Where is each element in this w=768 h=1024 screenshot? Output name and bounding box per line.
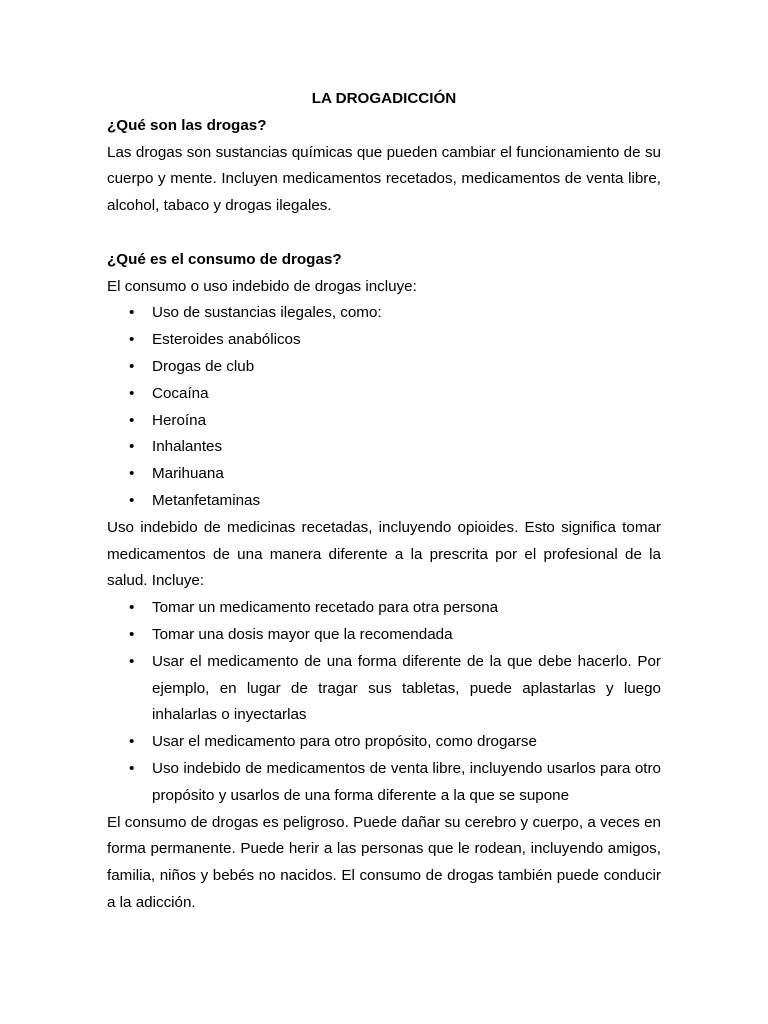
list-item-text: Usar el medicamento para otro propósito, como drogarse [152, 733, 537, 751]
section-heading-drug-use: ¿Qué es el consumo de drogas? [107, 250, 342, 268]
bullet-icon: • [129, 652, 135, 670]
list-item-text: Uso de sustancias ilegales, como: [152, 304, 382, 322]
blank-line [107, 220, 661, 247]
bullet-icon: • [129, 357, 135, 375]
bullet-icon: • [129, 599, 135, 617]
list-item-text: Usar el medicamento de una forma diferente de la que debe hacerlo. Por ejemplo, en lugar de tragar sus tabletas, puede aplastarlas y luego inhalarlas o inyectarlas [152, 652, 661, 724]
bullet-icon: • [129, 438, 135, 456]
list-item [107, 622, 661, 649]
document-page [107, 86, 661, 917]
list-item [107, 729, 661, 756]
illegal-substances-list [107, 300, 661, 514]
list-item-text: Tomar un medicamento recetado para otra persona [152, 599, 499, 617]
list-item-text: Heroína [152, 411, 207, 429]
list-item-text: Marihuana [152, 465, 224, 483]
list-item [107, 354, 661, 381]
list-item [107, 300, 661, 327]
list-item [107, 595, 661, 622]
bullet-icon: • [129, 625, 135, 643]
bullet-icon: • [129, 411, 135, 429]
bullet-icon: • [129, 465, 135, 483]
bullet-icon: • [129, 491, 135, 509]
bullet-icon: • [129, 733, 135, 751]
paragraph-prescription-misuse: Uso indebido de medicinas recetadas, incluyendo opioides. Esto significa tomar medicamentos de una manera diferente a la prescrita por el profesional de la salud. Incluye: [107, 518, 661, 590]
list-item-text: Inhalantes [152, 438, 223, 456]
list-item [107, 649, 661, 729]
list-item-text: Metanfetaminas [152, 491, 261, 509]
list-item [107, 488, 661, 515]
bullet-icon: • [129, 304, 135, 322]
section-heading-what-are-drugs: ¿Qué son las drogas? [107, 116, 267, 134]
list-item-text: Cocaína [152, 384, 209, 402]
bullet-icon: • [129, 384, 135, 402]
paragraph-drugs-definition: Las drogas son sustancias químicas que pueden cambiar el funcionamiento de su cuerpo y mente. Incluyen medicamentos recetados, medicamentos de venta libre, alcohol, tabaco y drogas ilegales. [107, 143, 661, 215]
paragraph-drug-use-intro: El consumo o uso indebido de drogas incluye: [107, 277, 417, 295]
bullet-icon: • [129, 331, 135, 349]
list-item-text: Drogas de club [152, 357, 255, 375]
list-item-text: Esteroides anabólicos [152, 331, 301, 349]
list-item [107, 756, 661, 810]
list-item [107, 327, 661, 354]
document-title: LA DROGADICCIÓN [311, 90, 457, 107]
list-item [107, 408, 661, 435]
list-item [107, 461, 661, 488]
list-item-text: Uso indebido de medicamentos de venta libre, incluyendo usarlos para otro propósito y usarlos de una forma diferente a la que se supone [152, 759, 661, 804]
bullet-icon: • [129, 759, 135, 777]
list-item-text: Tomar una dosis mayor que la recomendada [152, 625, 453, 643]
paragraph-drug-use-dangers: El consumo de drogas es peligroso. Puede dañar su cerebro y cuerpo, a veces en forma permanente. Puede herir a las personas que le rodean, incluyendo amigos, familia, niños y bebés no nacidos. El consumo de drogas también puede conducir a la adicción. [107, 813, 661, 911]
prescription-misuse-list [107, 595, 661, 809]
list-item [107, 434, 661, 461]
list-item [107, 381, 661, 408]
